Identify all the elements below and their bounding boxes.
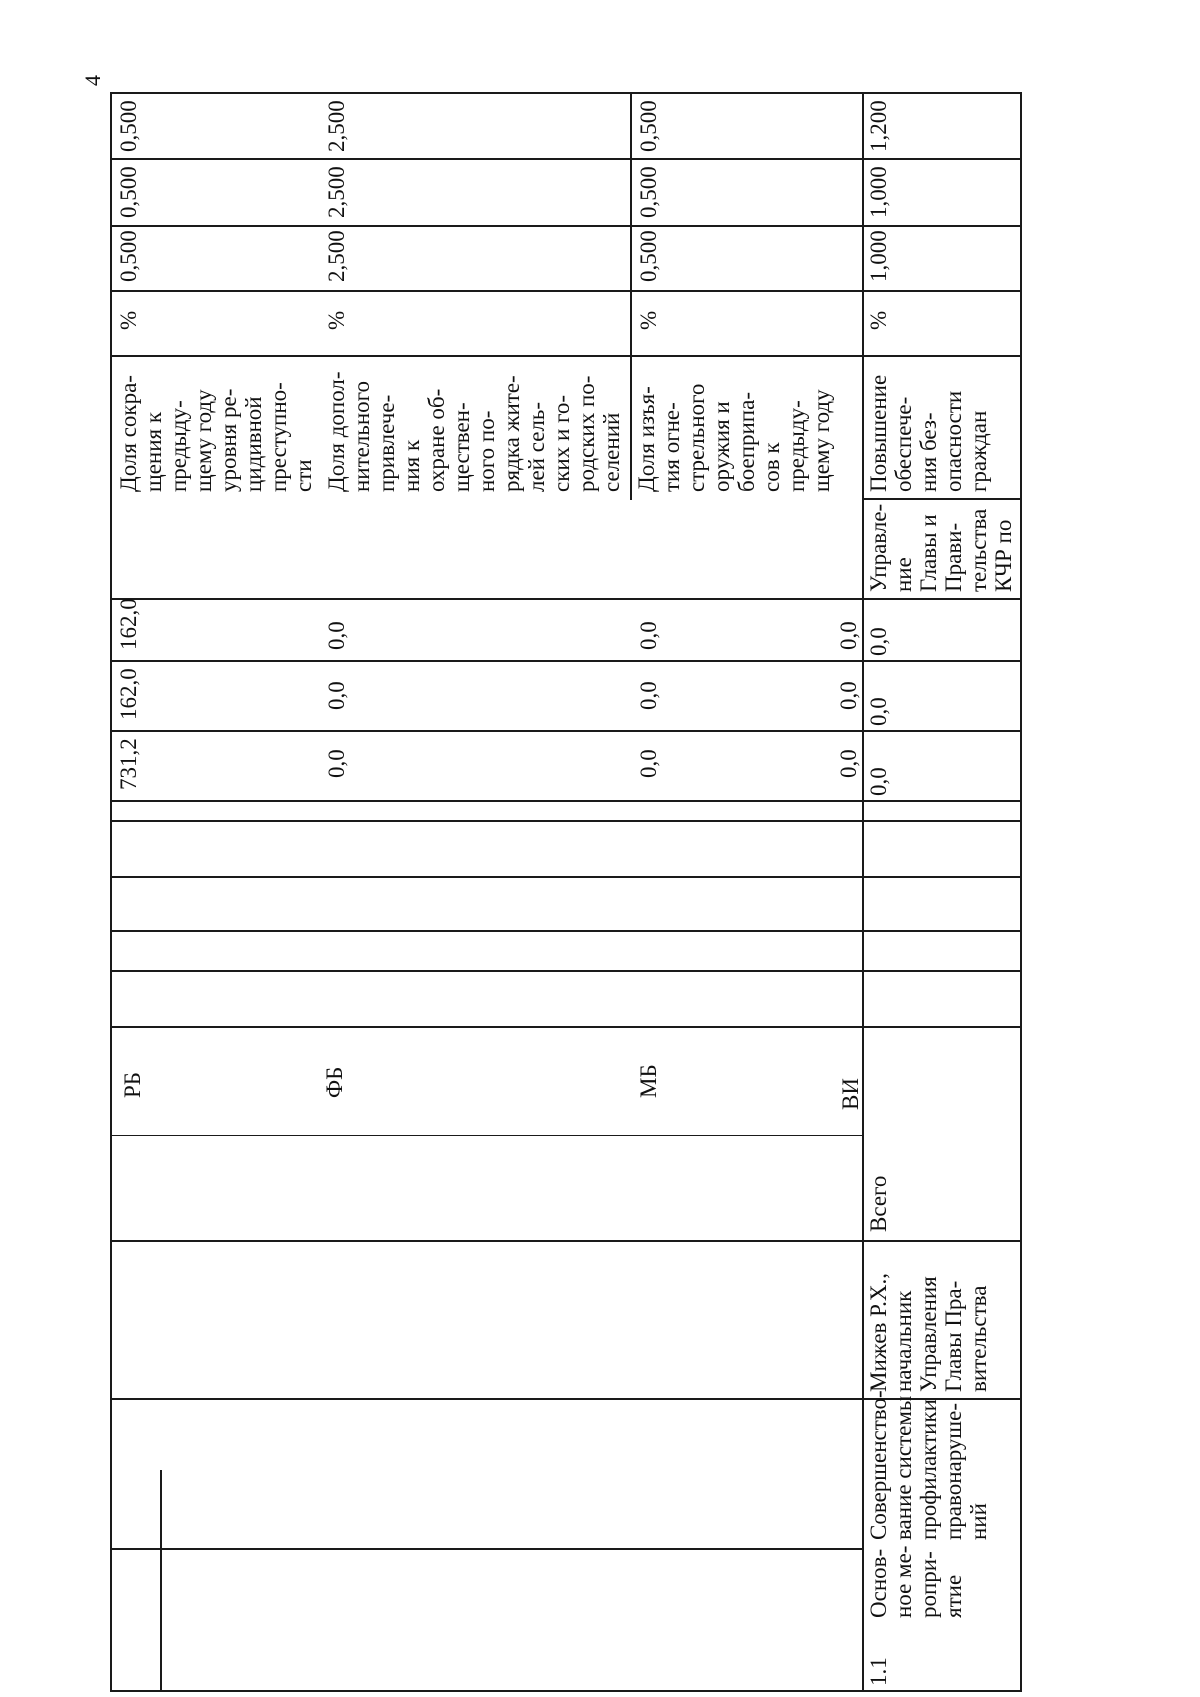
ind2-line: родских по-: [574, 375, 599, 492]
table-line: [112, 660, 1022, 662]
evind-line: Повышение: [866, 374, 891, 492]
event-funding-1: 0,0: [866, 767, 891, 796]
event-funding-3: 0,0: [866, 627, 891, 656]
evind-line: обеспече-: [891, 396, 916, 492]
ind2-line: охране об-: [424, 388, 449, 492]
funding-fb-2: 0,0: [324, 681, 349, 710]
table-line: [112, 820, 1022, 822]
ind2-line: привлече-: [374, 394, 399, 492]
funding-mb-3: 0,0: [636, 621, 661, 650]
event-executor: [866, 504, 1016, 592]
funding-fb-3: 0,0: [324, 621, 349, 650]
table-line: [1020, 92, 1022, 1692]
source-label-fb: ФБ: [322, 1066, 347, 1098]
event-name: [866, 1390, 991, 1540]
ind2-line: лей сель-: [524, 401, 549, 492]
ind3-line: предыду-: [784, 400, 809, 492]
ind1-line: щему году: [191, 389, 216, 492]
table-line: [862, 498, 1022, 500]
indicator-value-3-1: 0,500: [636, 230, 661, 282]
ind2-line: ских и го-: [549, 394, 574, 492]
table-line: [112, 355, 1022, 357]
table-line: [112, 1135, 864, 1136]
indicator-value-2-2: 2,500: [324, 166, 349, 218]
funding-vi-3: 0,0: [836, 621, 861, 650]
ind3-line: стрельного: [684, 383, 709, 492]
indicator-name-3: [634, 384, 834, 492]
event-unit: %: [866, 310, 891, 330]
indicator-unit-2: %: [324, 310, 349, 330]
ind3-line: сов к: [759, 442, 784, 492]
indicator-unit-3: %: [636, 310, 661, 330]
indicator-name-1: [116, 375, 316, 492]
table-line: [110, 92, 112, 1692]
indicator-value-1-2: 0,500: [116, 166, 141, 218]
funding-vi-1: 0,0: [836, 749, 861, 778]
ind1-line: сти: [291, 459, 316, 492]
table-line: [112, 1690, 1022, 1692]
evind-line: опасности: [941, 390, 966, 492]
ind3-line: щему году: [809, 389, 834, 492]
table-line: [112, 598, 1022, 600]
funding-rb-1: 731,2: [116, 738, 141, 790]
funding-rb-3: 162,0: [116, 598, 141, 650]
indicator-value-3-2: 0,500: [636, 166, 661, 218]
indicator-value-2-3: 2,500: [324, 100, 349, 152]
evresp-line: начальник: [891, 1290, 916, 1392]
table-line: [112, 158, 1022, 160]
ind2-line: ного по-: [474, 410, 499, 492]
ind2-line: селений: [599, 412, 624, 492]
table-line: [112, 930, 1022, 932]
ind3-line: оружия и: [709, 401, 734, 492]
table-line: [160, 1470, 162, 1692]
table-line: [112, 92, 1022, 94]
table-line: [112, 800, 1022, 802]
table-line: [630, 92, 632, 357]
evind-line: ния без-: [916, 412, 941, 492]
ind2-line: рядка жите-: [499, 375, 524, 492]
event-responsible: [866, 1273, 991, 1392]
evtype-line: ное ме-: [891, 1545, 916, 1618]
evname-line: ний: [966, 1503, 991, 1540]
ind2-line: ния к: [399, 439, 424, 492]
evname-line: правонаруше-: [941, 1402, 966, 1540]
indicator-value-1-1: 0,500: [116, 230, 141, 282]
evname-line: профилактики: [916, 1399, 941, 1540]
table-line: [862, 92, 864, 1692]
event-funding-2: 0,0: [866, 697, 891, 726]
ind3-line: Доля изъя-: [634, 386, 659, 492]
ind1-line: преступно-: [266, 382, 291, 492]
ind2-line: Доля допол-: [324, 371, 349, 492]
ind1-line: цидивной: [241, 396, 266, 492]
funding-mb-1: 0,0: [636, 749, 661, 778]
evresp-line: Управления: [916, 1276, 941, 1392]
evtype-line: ропри-: [916, 1551, 941, 1618]
evtype-line: ятие: [941, 1574, 966, 1618]
source-label-vi: ВИ: [838, 1078, 863, 1110]
evind-line: граждан: [966, 410, 991, 492]
indicator-name-2: [324, 371, 624, 492]
funding-rb-2: 162,0: [116, 668, 141, 720]
table-line: [112, 1240, 1022, 1242]
evname-line: Совершенство-: [866, 1390, 891, 1540]
source-label-mb: МБ: [636, 1064, 661, 1098]
evexec-line: тельства: [966, 508, 991, 592]
ind2-line: нительного: [349, 380, 374, 492]
table-line: [112, 1026, 1022, 1028]
event-value-1: 1,000: [866, 230, 891, 282]
ind1-line: щения к: [141, 411, 166, 492]
table-line: [112, 1548, 864, 1550]
evresp-line: Мижев Р.Х.,: [866, 1273, 891, 1392]
event-value-3: 1,200: [866, 100, 891, 152]
evtype-line: Основ-: [866, 1548, 891, 1618]
table-line: [112, 730, 1022, 732]
table-line: [112, 290, 1022, 292]
event-source: Всего: [866, 1175, 891, 1232]
ind1-line: предыду-: [166, 400, 191, 492]
evresp-line: вительства: [966, 1285, 991, 1392]
event-indicator: [866, 375, 991, 492]
table-line: [112, 225, 1022, 227]
ind3-line: тия огне-: [659, 402, 684, 492]
evresp-line: Главы Пра-: [941, 1280, 966, 1392]
evexec-line: Главы и: [916, 514, 941, 592]
evexec-line: Управле-: [866, 503, 891, 592]
ind3-line: боеприпа-: [734, 392, 759, 492]
funding-fb-1: 0,0: [324, 749, 349, 778]
funding-vi-2: 0,0: [836, 681, 861, 710]
ind1-line: Доля сокра-: [116, 375, 141, 492]
table-line: [112, 970, 1022, 972]
indicator-value-3-3: 0,500: [636, 100, 661, 152]
ind2-line: ществен-: [449, 402, 474, 492]
indicator-value-2-1: 2,500: [324, 230, 349, 282]
event-type: [866, 1546, 966, 1618]
table-line: [630, 355, 632, 500]
table-line: [112, 876, 1022, 878]
ind1-line: уровня ре-: [216, 388, 241, 492]
evexec-line: Прави-: [941, 522, 966, 592]
source-label-rb: РБ: [120, 1072, 145, 1098]
page-number: 4: [80, 75, 105, 86]
evexec-line: ние: [891, 557, 916, 592]
funding-mb-2: 0,0: [636, 681, 661, 710]
event-number: 1.1: [866, 1657, 891, 1686]
evname-line: вание системы: [891, 1395, 916, 1540]
indicator-value-1-3: 0,500: [116, 100, 141, 152]
event-value-2: 1,000: [866, 166, 891, 218]
indicator-unit-1: %: [116, 310, 141, 330]
evexec-line: КЧР по: [991, 519, 1016, 592]
